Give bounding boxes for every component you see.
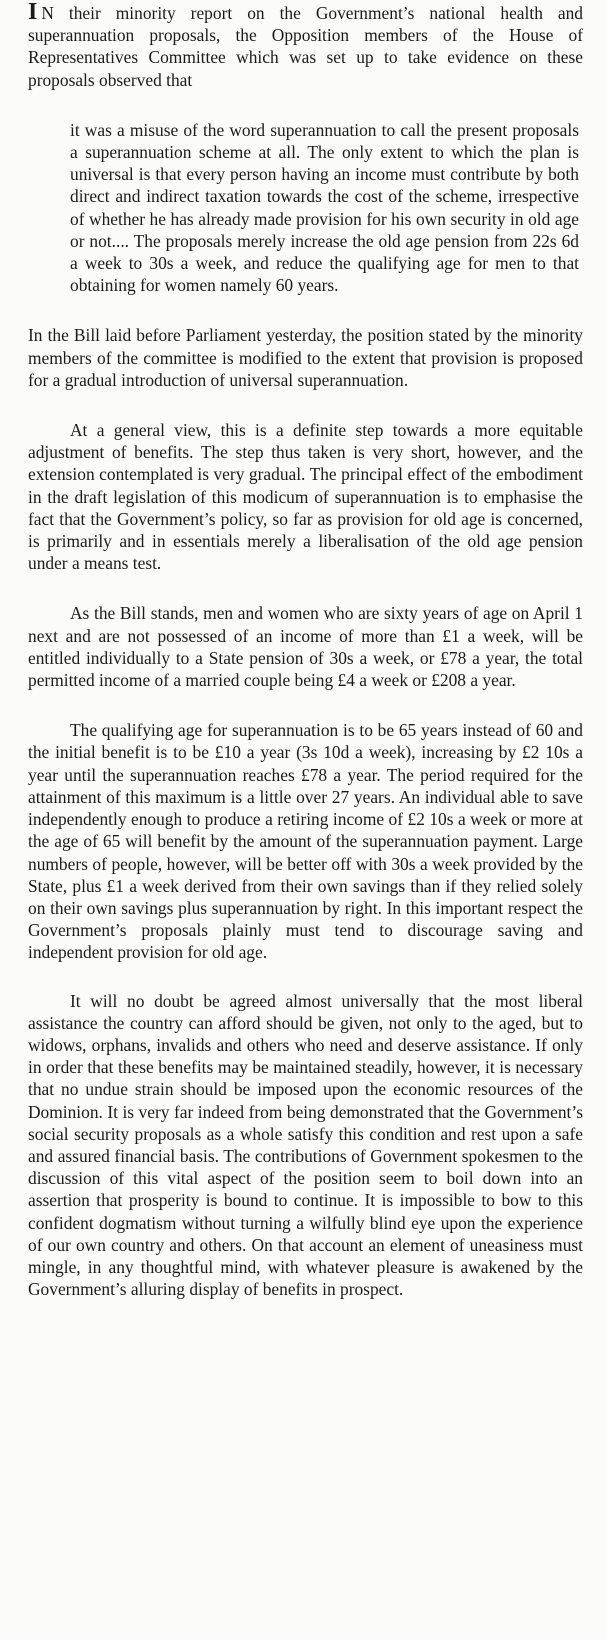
paragraph-qualifying-age: The qualifying age for superannuation is to be 65 years instead of 60 and the initial benefit is to be £10 a year (3s 10d a week), increasing by £2 10s a year until the superannuation reaches £78 a year. The period required for the attainment of this maximum is a little over 27 years. An individual able to save independently enough to produce a retiring income of £2 10s a week or more at the age of 65 will benefit by the amount of the superannuation payment. Large numbers of people, however, will be better off with 30s a week provided by the State, plus £1 a week derived from their own savings than if they relied solely on their own savings plus superannuation by right. In this important respect the Government’s proposals plainly must tend to discourage saving and independent provision for old age. <box>28 720 583 963</box>
paragraph-bill-stands: As the Bill stands, men and women who are sixty years of age on April 1 next and are not possessed of an income of more than £1 a week, will be entitled individually to a State pension of 30s a week, or £78 a year, the total permitted income of a married couple being £4 a week or £208 a year. <box>28 603 583 691</box>
intro-paragraph <box>28 0 583 91</box>
paragraph-general-view: At a general view, this is a definite step towards a more equitable adjustment of benefits. The step thus taken is very short, however, and the extension contemplated is very gradual. The principal effect of the embodiment in the draft legislation of this modicum of superannuation is to emphasise the fact that the Government’s policy, so far as provision for old age is concerned, is primarily and in essentials merely a liberalisation of the old age pension under a means test. <box>28 420 583 574</box>
paragraph-liberal-assistance: It will no doubt be agreed almost universally that the most liberal assistance the country can afford should be given, not only to the aged, but to widows, orphans, invalids and others who need and deserve assistance. If only in order that these benefits may be maintained steadily, however, it is necessary that no undue strain should be imposed upon the economic resources of the Dominion. It is very far indeed from being demonstrated that the Government’s social security proposals as a whole satisfy this condition and rest upon a safe and assured financial basis. The contributions of Government spokesmen to the discussion of this vital aspect of the position seem to boil down into an assertion that prosperity is bound to continue. It is impossible to bow to this confident dogmatism without turning a wilfully blind eye upon the experience of our own country and others. On that account an element of uneasiness must mingle, in any thoughtful mind, with whatever pleasure is awakened by the Government’s alluring display of benefits in prospect. <box>28 990 583 1300</box>
paragraph-bill-position: In the Bill laid before Parliament yesterday, the position stated by the minority members of the committee is modified to the extent that provision is proposed for a gradual introduction of universal superannuation. <box>28 325 583 390</box>
quoted-minority-report: it was a misuse of the word superannuation to call the present proposals a superannuation scheme at all. The only extent to which the plan is universal is that every person having an income must contribute by both direct and indirect taxation towards the cost of the scheme, irrespective of whether he has already made provision for his own security in old age or not.... The proposals merely increase the old age pension from 22s 6d a week to 30s a week, and reduce the qualifying age for men to that obtaining for women namely 60 years. <box>70 119 579 296</box>
drop-cap: I <box>28 0 38 25</box>
intro-text: N their minority report on the Government’s national health and superannuation proposals, the Opposition members of the House of Representatives Committee which was set up to take evidence on these proposals observed that <box>28 3 583 90</box>
